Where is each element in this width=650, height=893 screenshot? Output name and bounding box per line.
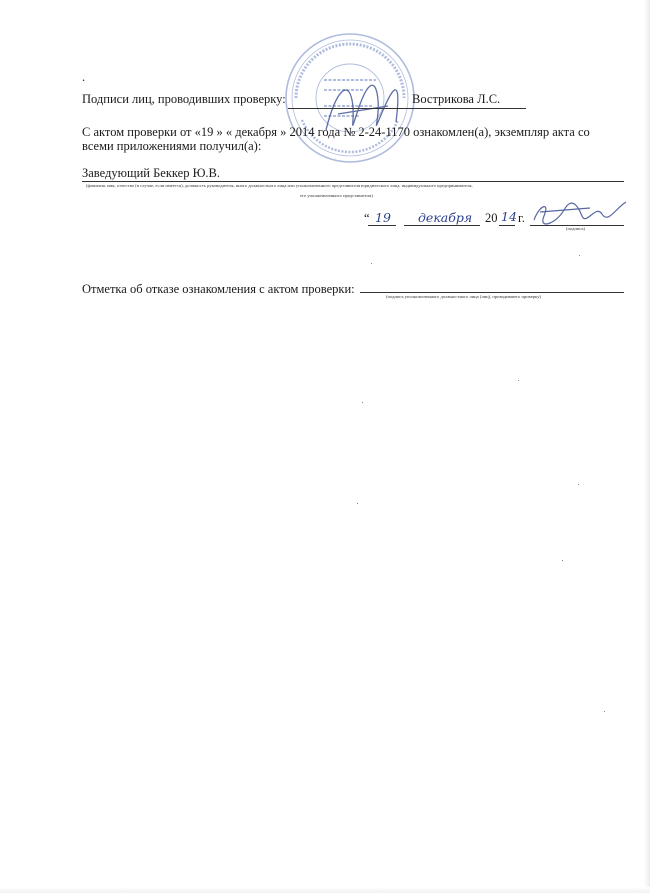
scan-edge-right xyxy=(644,0,650,893)
date-day-underline xyxy=(368,225,396,226)
date-open-quote: “ xyxy=(364,211,370,225)
date-month-underline xyxy=(404,225,480,226)
scan-speck xyxy=(579,255,580,256)
recipient-caption-1: (фамилия, имя, отчество (в случае, если имеется), должность руководителя, иного должностного лица или уполномоченного представителя юридического лица, индивидуального предпринимателя, xyxy=(86,183,473,188)
refusal-underline xyxy=(360,292,624,293)
scan-speck xyxy=(604,711,605,712)
scan-speck xyxy=(357,503,358,504)
scan-speck xyxy=(578,484,579,485)
recipient-caption-2: его уполномоченного представителя) xyxy=(300,193,373,198)
scan-speck xyxy=(362,402,363,403)
signers-label: Подписи лиц, проводивших проверку: xyxy=(82,92,286,106)
date-month: декабря xyxy=(418,210,473,225)
signer-name: Вострикова Л.С. xyxy=(412,92,501,106)
recipient-underline xyxy=(82,181,624,182)
recipient-name: Заведующий Беккер Ю.В. xyxy=(82,166,221,180)
date-year-prefix: 20 xyxy=(485,211,498,225)
date-year-suffix: 14 xyxy=(501,209,517,224)
scan-edge-bottom xyxy=(0,887,650,893)
acknowledgement-line-1: С актом проверки от «19 » « декабря » 2014 года № 2-24-1170 ознакомлен(а), экземпляр акта со xyxy=(82,125,590,139)
scan-speck xyxy=(562,560,563,561)
date-year-underline xyxy=(499,225,515,226)
date-day: 19 xyxy=(375,210,391,225)
scan-speck xyxy=(371,263,372,264)
signers-underline xyxy=(288,108,526,109)
acknowledgement-line-2: всеми приложениями получил(а): xyxy=(82,139,262,153)
scan-speck xyxy=(518,380,519,381)
refusal-caption: (подпись уполномоченного должностного лица (лиц), проводившего проверку) xyxy=(386,294,542,299)
signature-caption: (подпись) xyxy=(566,226,586,231)
refusal-label: Отметка об отказе ознакомления с актом проверки: xyxy=(82,282,355,296)
date-year-unit: г. xyxy=(518,211,525,225)
dot-mark: . xyxy=(82,70,86,84)
